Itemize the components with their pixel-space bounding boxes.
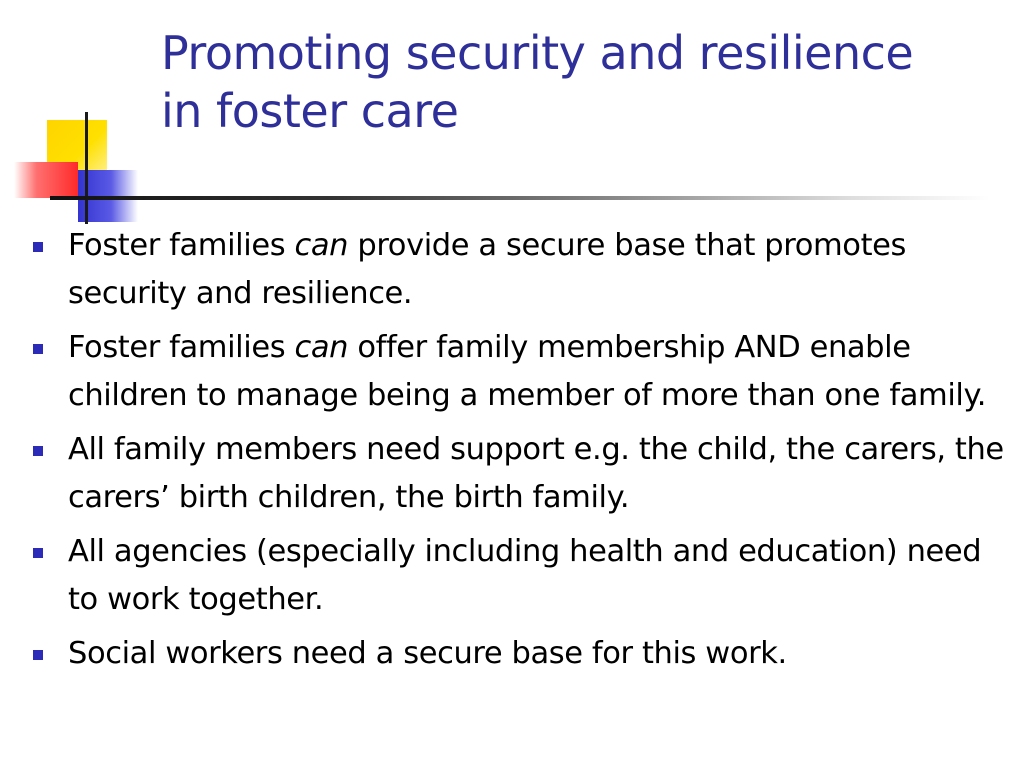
bullet-square-icon [33,446,43,456]
bullet-text-emphasis: can [294,228,349,263]
red-square [14,162,78,198]
bullet-text-post: provide a secure base that promotes security and resilience. [68,228,906,311]
bullet-list [30,222,1005,684]
bullet-text: All agencies (especially including health and education) need to work together. [68,534,982,617]
bullet-square-icon [33,242,43,252]
bullet-item-family-support [30,426,1005,522]
bullet-text: All family members need support e.g. the child, the carers, the carers’ birth children, the birth family. [68,432,1004,515]
bullet-square-icon [33,344,43,354]
slide-title-line-1: Promoting security and resilience [161,26,914,80]
bullet-item-family-membership [30,324,1005,420]
bullet-item-social-workers [30,630,1005,678]
bullet-text-pre: Foster families [68,228,295,263]
decorative-squares-graphic [0,0,160,240]
bullet-item-agencies [30,528,1005,624]
bullet-square-icon [33,548,43,558]
title-underline-rule [50,196,990,200]
slide-title-line-2: in foster care [161,84,459,138]
bullet-text-post: offer family membership AND enable children to manage being a member of more than one family. [68,330,987,413]
vertical-rule [85,112,88,224]
bullet-text-pre: Foster families [68,330,295,365]
bullet-item-secure-base [30,222,1005,318]
slide-title [161,24,1011,140]
bullet-text-emphasis: can [294,330,349,365]
bullet-text: Social workers need a secure base for this work. [68,636,787,671]
bullet-square-icon [33,650,43,660]
